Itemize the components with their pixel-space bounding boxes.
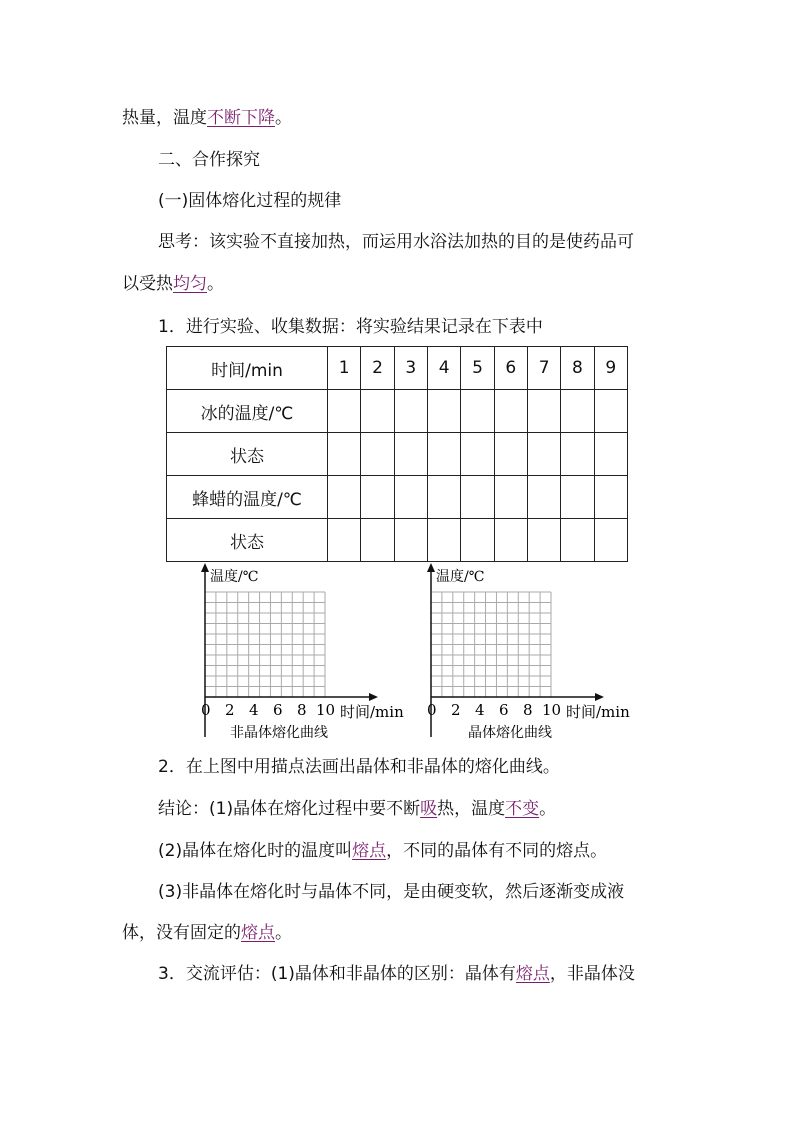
crystal-melting-chart (416, 563, 646, 749)
table-cell[interactable] (561, 433, 594, 476)
table-row (167, 347, 628, 390)
table-header-cell: 7 (527, 347, 560, 390)
table-cell[interactable] (594, 390, 627, 433)
table-header-cell: 5 (461, 347, 494, 390)
chart-grid (205, 592, 325, 697)
answer-text: 不断下降 (207, 108, 275, 128)
table-cell[interactable] (594, 519, 627, 562)
text-line-7: 2．在上图中用描点法画出晶体和非晶体的熔化曲线。 (158, 757, 560, 777)
chart-grid (431, 592, 551, 697)
table-cell[interactable] (561, 476, 594, 519)
chart-caption: 晶体熔化曲线 (468, 725, 552, 741)
table-header-cell: 1 (328, 347, 361, 390)
x-tick-label: 6 (273, 701, 283, 719)
text: 。 (207, 274, 224, 294)
x-tick-label: 10 (316, 701, 336, 719)
table-cell[interactable] (461, 433, 494, 476)
x-tick-label: 8 (297, 701, 307, 719)
table-cell[interactable] (427, 519, 460, 562)
y-axis-label: 温度/℃ (210, 569, 259, 585)
answer-text: 均匀 (173, 274, 207, 294)
table-cell[interactable] (461, 476, 494, 519)
table-row (167, 390, 628, 433)
conclusion-line-3b (122, 921, 292, 945)
table-row-label: 状态 (167, 519, 328, 562)
text-line-5 (122, 272, 224, 296)
text: ，不同的晶体有不同的熔点。 (386, 841, 608, 861)
chart-caption: 非晶体熔化曲线 (230, 725, 328, 741)
x-tick-label: 4 (475, 701, 485, 719)
text: 热量，温度 (122, 108, 207, 128)
table-cell[interactable] (394, 433, 427, 476)
x-axis-arrow-icon (369, 693, 378, 701)
table-cell[interactable] (461, 519, 494, 562)
x-tick-label: 2 (225, 701, 235, 719)
table-header-cell: 8 (561, 347, 594, 390)
evaluation-line (158, 962, 635, 986)
x-tick-label: 6 (499, 701, 509, 719)
x-tick-label: 8 (523, 701, 533, 719)
answer-text: 熔点 (515, 964, 550, 984)
table-cell[interactable] (594, 433, 627, 476)
amorphous-chart-svg (190, 563, 420, 745)
answer-text: 熔点 (352, 841, 387, 861)
table-cell[interactable] (527, 390, 560, 433)
table-header-cell: 6 (494, 347, 527, 390)
text: 。 (275, 108, 292, 128)
table-header-cell: 时间/min (167, 347, 328, 390)
table-cell[interactable] (494, 476, 527, 519)
text: 3．交流评估：(1)晶体和非晶体的区别：晶体有 (158, 964, 516, 984)
table-cell[interactable] (361, 390, 394, 433)
table-cell[interactable] (427, 390, 460, 433)
table-header-cell: 9 (594, 347, 627, 390)
x-tick-label: 0 (427, 701, 437, 719)
conclusion-line-1 (158, 797, 556, 821)
x-tick-label: 10 (542, 701, 562, 719)
text: ，非晶体没 (549, 964, 635, 984)
answer-text: 熔点 (241, 923, 275, 943)
conclusion-line-2 (158, 839, 607, 863)
table-row (167, 519, 628, 562)
table-row (167, 433, 628, 476)
table-cell[interactable] (394, 519, 427, 562)
x-axis-label: 时间/min (340, 703, 404, 721)
amorphous-melting-chart (190, 563, 420, 749)
table-cell[interactable] (328, 390, 361, 433)
section-heading: 二、合作探究 (158, 150, 260, 170)
text: 。 (275, 923, 292, 943)
table-cell[interactable] (594, 476, 627, 519)
table-cell[interactable] (561, 390, 594, 433)
table-row-label: 蜂蜡的温度/℃ (167, 476, 328, 519)
answer-text: 吸 (420, 799, 438, 819)
text-line-4: 思考：该实验不直接加热，而运用水浴法加热的目的是使药品可 (158, 232, 634, 252)
table-row (167, 476, 628, 519)
table-header-cell: 4 (427, 347, 460, 390)
table-cell[interactable] (361, 519, 394, 562)
table-row-label: 状态 (167, 433, 328, 476)
table-cell[interactable] (494, 519, 527, 562)
text: 结论：(1)晶体在熔化过程中要不断 (158, 799, 421, 819)
text: (2)晶体在熔化时的温度叫 (158, 841, 353, 861)
table-row-label: 冰的温度/℃ (167, 390, 328, 433)
x-axis-arrow-icon (595, 693, 604, 701)
text-line-1 (122, 106, 292, 130)
table-cell[interactable] (561, 519, 594, 562)
text-line-6: 1．进行实验、收集数据：将实验结果记录在下表中 (158, 317, 543, 337)
table-cell[interactable] (527, 433, 560, 476)
text: 热，温度 (437, 799, 506, 819)
y-axis-label: 温度/℃ (436, 569, 485, 585)
data-table (166, 346, 628, 562)
table-cell[interactable] (394, 476, 427, 519)
text: 以受热 (122, 274, 173, 294)
table-cell[interactable] (328, 519, 361, 562)
table-cell[interactable] (527, 476, 560, 519)
table-cell[interactable] (361, 476, 394, 519)
table-cell[interactable] (527, 519, 560, 562)
conclusion-line-3: (3)非晶体在熔化时与晶体不同，是由硬变软，然后逐渐变成液 (158, 882, 625, 902)
table-cell[interactable] (461, 390, 494, 433)
crystal-chart-svg (416, 563, 646, 745)
table-cell[interactable] (494, 433, 527, 476)
table-cell[interactable] (427, 476, 460, 519)
subsection-heading: (一)固体熔化过程的规律 (158, 191, 342, 211)
x-tick-label: 2 (451, 701, 461, 719)
table-header-cell: 3 (394, 347, 427, 390)
x-tick-label: 0 (201, 701, 211, 719)
table-cell[interactable] (427, 433, 460, 476)
x-axis-label: 时间/min (566, 703, 630, 721)
answer-text: 不变 (505, 799, 540, 819)
table-cell[interactable] (328, 433, 361, 476)
table-cell[interactable] (494, 390, 527, 433)
x-tick-label: 4 (249, 701, 259, 719)
table-cell[interactable] (328, 476, 361, 519)
table-cell[interactable] (394, 390, 427, 433)
text: 体，没有固定的 (122, 923, 241, 943)
x-tick-labels (427, 701, 561, 719)
y-axis-arrow-icon (427, 563, 435, 572)
x-tick-labels (201, 701, 335, 719)
y-axis-arrow-icon (201, 563, 209, 572)
table-cell[interactable] (361, 433, 394, 476)
text: 。 (539, 799, 557, 819)
table-header-cell: 2 (361, 347, 394, 390)
